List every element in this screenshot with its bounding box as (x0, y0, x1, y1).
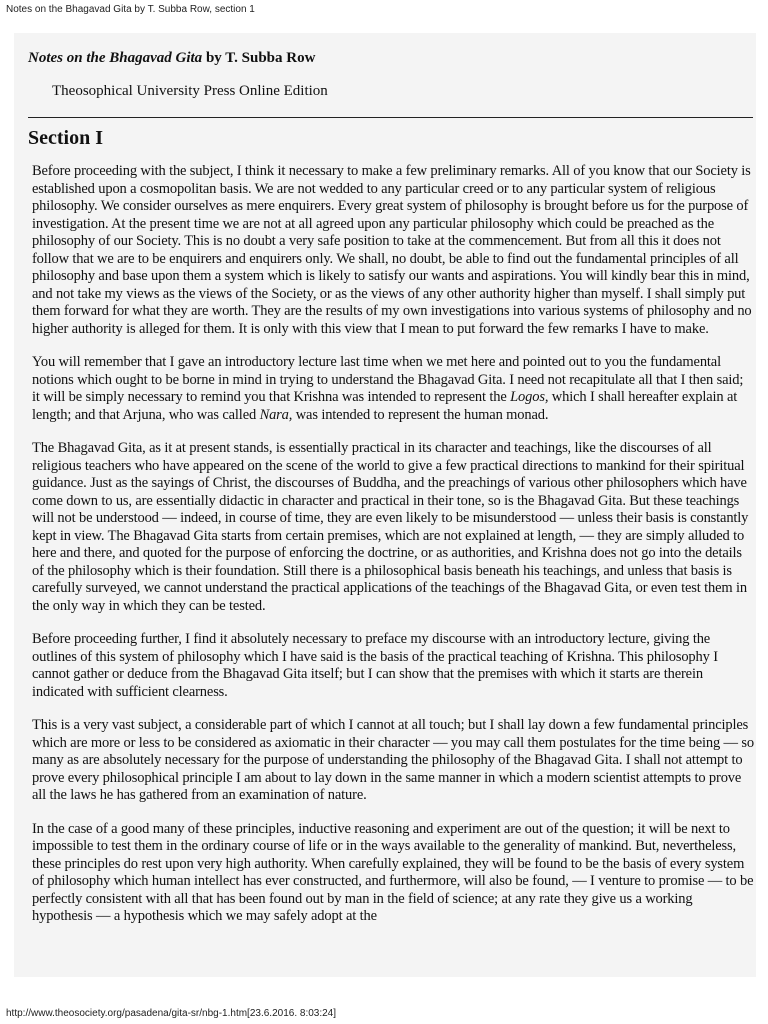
paragraph-2-part-a: You will remember that I gave an introductory lecture last time when we met here and pointed out to you the fundamental notions which ought to be borne in mind in trying to understand the Bhagavad Gita. I need not recapitulate all that I then said; it will be simply necessary to remind you that Krishna was intended to represent the (32, 354, 744, 405)
print-header: Notes on the Bhagavad Gita by T. Subba Row, section 1 (6, 4, 255, 15)
nara-term: Nara, (259, 406, 293, 423)
book-title: Notes on the Bhagavad Gita (28, 50, 203, 66)
edition-line: Theosophical University Press Online Edition (52, 83, 328, 99)
author-byline: by T. Subba Row (202, 50, 316, 66)
body-text (32, 163, 754, 942)
print-footer-url: http://www.theosociety.org/pasadena/gita-sr/nbg-1.htm[23.6.2016. 8:03:24] (6, 1008, 337, 1019)
section-heading: Section I (28, 127, 103, 149)
paragraph-2-part-b: which I shall hereafter explain at length; and that Arjuna, who was called (32, 389, 738, 423)
logos-term: Logos, (510, 389, 549, 405)
paragraph-1: Before proceeding with the subject, I think it necessary to make a few preliminary remarks. All of you know that our Society is established upon a cosmopolitan basis. We are not wedded to any particular creed or to any particular system of religious philosophy. We consider ourselves as mere enquirers. Every great system of philosophy is brought before us for the purpose of investigation. At the present time we are not at all agreed upon any particular philosophy which could be preached as the philosophy of our Society. This is no doubt a very safe position to take at the commencement. But from all this it does not follow that we are to be enquirers and enquirers only. We shall, no doubt, be able to find out the fundamental principles of all philosophy and base upon them a system which is likely to satisfy our wants and aspirations. You will kindly bear this in mind, and not take my views as the views of the Society, or as the views of any other authority higher than myself. I shall simply put them forward for what they are worth. They are the results of my own investigations into various systems of philosophy and no higher authority is alleged for them. It is only with this view that I mean to put forward the few remarks I have to make. (32, 163, 752, 337)
paragraph-6: In the case of a good many of these principles, inductive reasoning and experiment are out of the question; it will be next to impossible to test them in the ordinary course of life or in the ways available to the generality of mankind. But, nevertheless, these principles do rest upon very high authority. When carefully explained, they will be found to be the basis of every system of philosophy which human intellect has ever constructed, and furthermore, will also be found, — I venture to promise — to be perfectly consistent with all that has been found out by man in the field of science; at any rate they give us a working hypothesis — a hypothesis which we may safely adopt at the (32, 820, 754, 924)
paragraph-4: Before proceeding further, I find it absolutely necessary to preface my discourse with an introductory lecture, giving the outlines of this system of philosophy which I have said is the basis of the practical teaching of Krishna. This philosophy I cannot gather or deduce from the Bhagavad Gita itself; but I can show that the premises with which it starts are therein indicated with sufficient clearness. (32, 631, 718, 700)
paragraph-2-part-c: was intended to represent the human monad. (292, 406, 549, 423)
paragraph-2 (32, 354, 754, 424)
horizontal-rule (28, 117, 753, 118)
paragraph-3: The Bhagavad Gita, as it at present stands, is essentially practical in its character and teachings, like the discourses of all religious teachers who have appeared on the scene of the world to give a few practical directions to mankind for their spiritual guidance. Just as the sayings of Christ, the discourses of Buddha, and the preachings of various other philosophers which have come down to us, are essentially didactic in character and practical in their tone, so is the Bhagavad Gita. But these teachings will not be understood — indeed, in course of time, they are even likely to be misunderstood — unless their basis is constantly kept in view. The Bhagavad Gita starts from certain premises, which are not explained at length, — they are simply alluded to here and there, and quoted for the purpose of enforcing the doctrine, or as authorities, and Krishna does not go into the details of the philosophy which is their foundation. Still there is a philosophical basis beneath his teachings, and unless that basis is carefully surveyed, we cannot understand the practical applications of the teachings of the Bhagavad Gita, or even test them in the only way in which they can be tested. (32, 440, 749, 614)
document-page (14, 33, 756, 977)
paragraph-5: This is a very vast subject, a considerable part of which I cannot at all touch; but I shall lay down a few fundamental principles which are more or less to be considered as axiomatic in their character — you may call them postulates for the time being — so many as are absolutely necessary for the purpose of understanding the philosophy of the Bhagavad Gita. I shall not attempt to prove every philosophical principle I am about to lay down in the same manner in which a modern scientist attempts to prove all the laws he has gathered from an examination of nature. (32, 717, 754, 803)
document-title (28, 50, 315, 67)
